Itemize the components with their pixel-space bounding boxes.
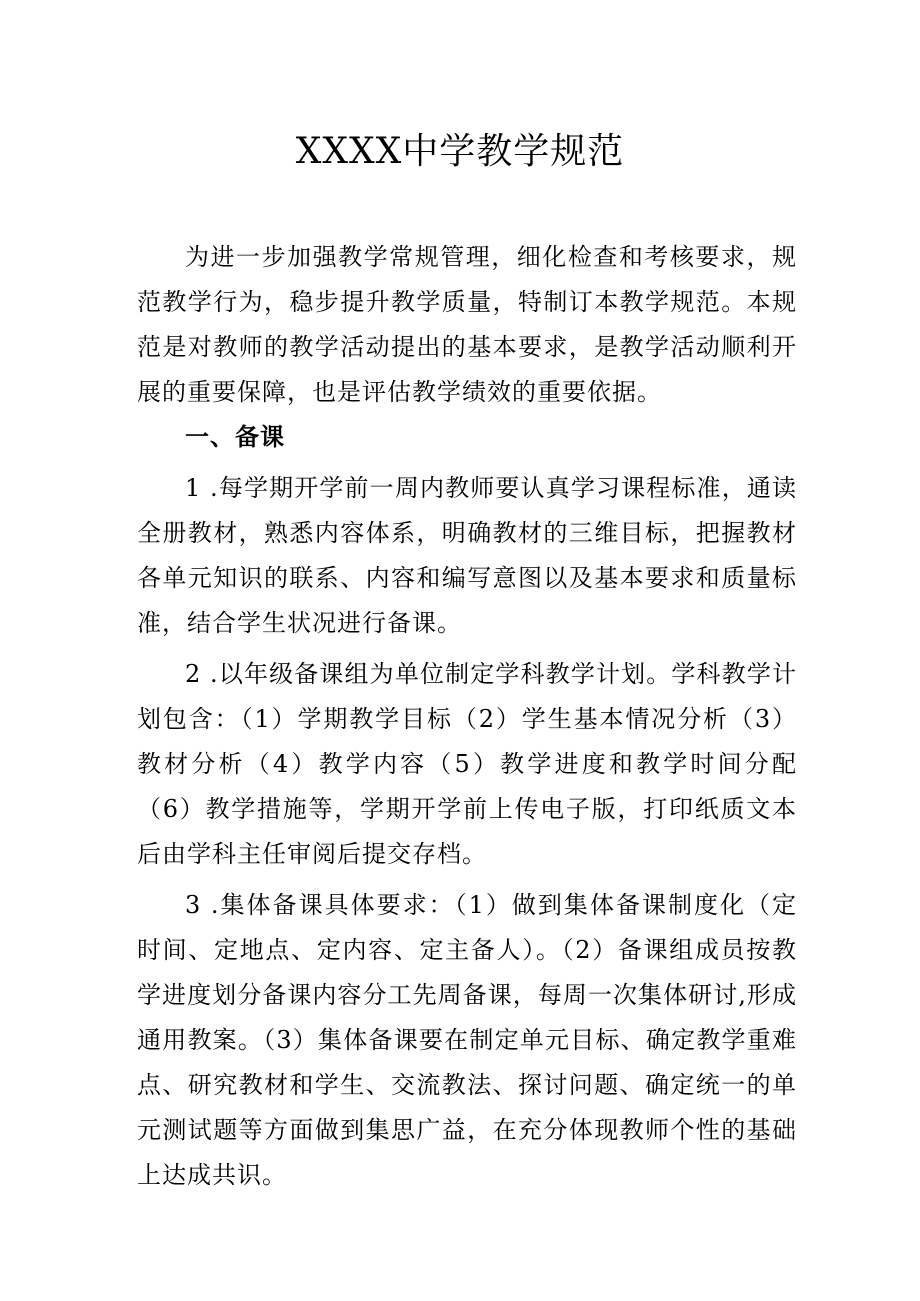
document-body bbox=[137, 235, 797, 1198]
intro-paragraph: 为进一步加强教学常规管理，细化检查和考核要求，规范教学行为，稳步提升教学质量，特制订本教学规范。本规范是对教师的教学活动提出的基本要求，是教学活动顺利开展的重要保障，也是评估教学绩效的重要依据。 bbox=[137, 243, 797, 406]
list-item-2: 2 .以年级备课组为单位制定学科教学计划。学科教学计划包含：（1）学期教学目标（2）学生基本情况分析（3）教材分析（4）教学内容（5）教学进度和教学时间分配（6）教学措施等，学期开学前上传电子版，打印纸质文本后由学科主任审阅后提交存档。 bbox=[137, 660, 797, 868]
list-item-1: 1 .每学期开学前一周内教师要认真学习课程标准，通读全册教材，熟悉内容体系，明确教材的三维目标，把握教材各单元知识的联系、内容和编写意图以及基本要求和质量标准，结合学生状况进行备课。 bbox=[137, 474, 797, 637]
section-heading-lesson-prep: 一、备课 bbox=[185, 423, 285, 451]
list-item-3: 3 .集体备课具体要求：（1）做到集体备课制度化（定时间、定地点、定内容、定主备人）。（2）备课组成员按教学进度划分备课内容分工先周备课，每周一次集体研讨,形成通用教案。（3）集体备课要在制定单元目标、确定教学重难点、研究教材和学生、交流教法、探讨问题、确定统一的单元测试题等方面做到集思广益，在充分体现教师个性的基础上达成共识。 bbox=[137, 891, 797, 1189]
document-title: XXXX中学教学规范 bbox=[295, 131, 625, 172]
